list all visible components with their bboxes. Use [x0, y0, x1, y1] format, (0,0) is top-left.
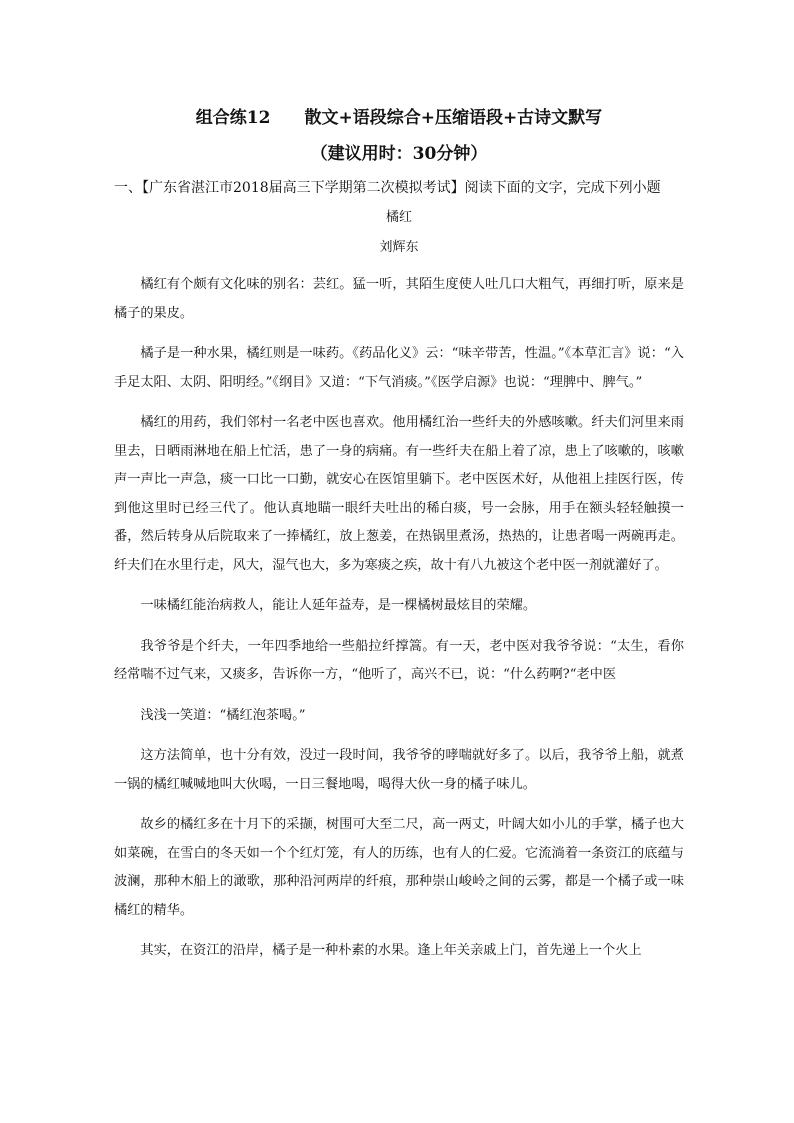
essay-paragraph: 浅浅一笑道：“橘红泡茶喝。”	[140, 707, 306, 723]
essay-paragraph: 一味橘红能治病救人，能让人延年益寿，是一棵橘树最炫目的荣耀。	[140, 598, 537, 613]
essay-author: 刘辉东	[379, 240, 419, 255]
essay-paragraph: 这方法简单，也十分有效，没过一段时间，我爷爷的哮喘就好多了。以后，我爷爷上船，就煮一锅的橘红喊喊地叫大伙喝，一日三餐地喝，喝得大伙一身的橘子味儿。	[114, 748, 684, 792]
essay-paragraph: 橘红有个颇有文化味的别名：芸红。猛一听，其陌生度使人吐几口大粗气，再细打听，原来是橘子的果皮。	[114, 277, 684, 321]
essay-paragraph: 我爷爷是个纤夫，一年四季地给一些船拉纤撑篙。有一天，老中医对我爷爷说：“太生，看你经常喘不过气来，又痰多，告诉你一方，“他听了，高兴不已，说：“什么药啊?“老中医	[114, 638, 684, 682]
page-title: 组合练12 散文+语段综合+压缩语段+古诗文默写	[195, 108, 603, 128]
time-suggestion: （建议用时：30分钟）	[310, 144, 488, 164]
essay-paragraph: 其实，在资江的沿岸，橘子是一种朴素的水果。逢上年关亲戚上门，首先递上一个火上	[140, 943, 642, 958]
essay-title: 橘红	[385, 210, 412, 225]
essay-paragraph: 故乡的橘红多在十月下的采撷，树围可大至二尺，高一两丈，叶阔大如小儿的手掌，橘子也大如菜碗，在雪白的冬天如一个个红灯笼，有人的历练，也有人的仁爱。它流淌着一条资江的底蕴与波澜，那种木船上的澉歌，那种沿河两岸的纤痕，那种崇山峻岭之间的云雾，都是一个橘子或一味橘红的精华。	[114, 817, 684, 918]
essay-paragraph: 橘红的用药，我们邻村一名老中医也喜欢。他用橘红治一些纤夫的外感咳嗽。纤夫们河里来雨里去，日晒雨淋地在船上忙活，患了一身的病痛。有一些纤夫在船上着了凉，患上了咳嗽的，咳嗽声一声比一声急，痰一口比一口勤，就安心在医馆里躺下。老中医医术好，从他祖上挂医行医，传到他这里时已经三代了。他认真地瞄一眼纤夫吐出的稀白痰，号一会脉，用手在额头轻轻触摸一番，然后转身从后院取来了一捧橘红，放上葱姜，在热锅里煮汤，热热的，让患者喝一两碗再走。纤夫们在水里行走，风大，湿气也大，多为寒痰之疾，故十有八九被这个老中医一剂就灌好了。	[114, 415, 684, 573]
section-heading: 一、【广东省湛江市2018届高三下学期第二次模拟考试】阅读下面的文字，完成下列小题	[114, 180, 661, 196]
essay-paragraph: 橘子是一种水果，橘红则是一味药。《药品化义》云：“味辛带苦，性温。”《本草汇言》说：“入手足太阳、太阴、阳明经。”《纲目》又道：“下气消痰。”《医学启源》也说：“理脾中、脾气。”	[114, 346, 684, 390]
